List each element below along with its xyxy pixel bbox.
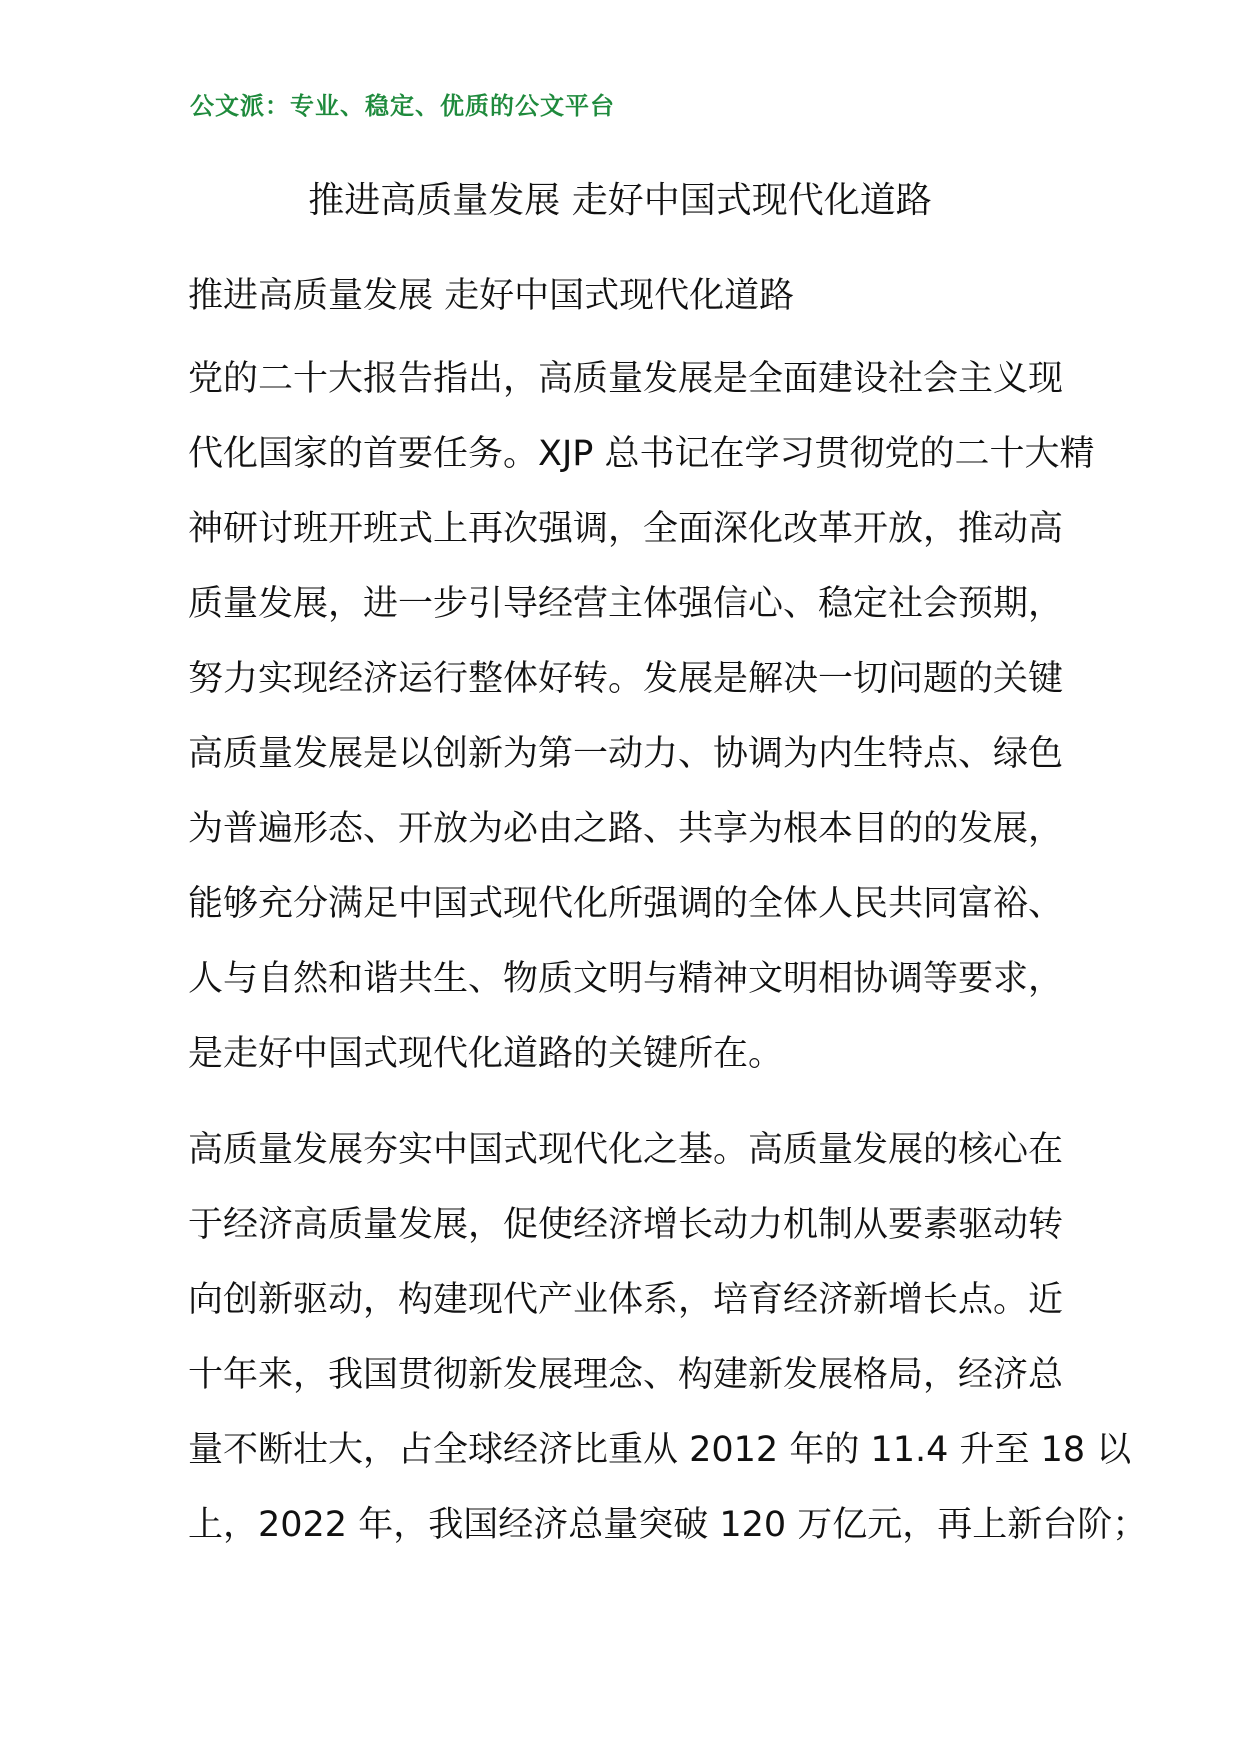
paragraph-line: 是走好中国式现代化道路的关键所在。 bbox=[188, 1034, 784, 1074]
paragraph-line: 神研讨班开班式上再次强调，全面深化改革开放，推动高 bbox=[188, 509, 1064, 549]
paragraph-line: 能够充分满足中国式现代化所强调的全体人民共同富裕、 bbox=[188, 884, 1064, 924]
paragraph-line: 十年来，我国贯彻新发展理念、构建新发展格局，经济总 bbox=[188, 1355, 1064, 1395]
paragraph-line: 人与自然和谐共生、物质文明与精神文明相协调等要求， bbox=[188, 959, 1064, 999]
document-title: 推进高质量发展 走好中国式现代化道路 bbox=[308, 180, 932, 221]
paragraph-line: 高质量发展夯实中国式现代化之基。高质量发展的核心在 bbox=[188, 1130, 1064, 1170]
paragraph-line: 代化国家的首要任务。XJP 总书记在学习贯彻党的二十大精 bbox=[188, 434, 1095, 474]
paragraph-line: 努力实现经济运行整体好转。发展是解决一切问题的关键 bbox=[188, 659, 1064, 699]
paragraph-1 bbox=[188, 342, 1095, 1092]
paragraph-2 bbox=[188, 1113, 1147, 1563]
header-brand: 公文派：专业、稳定、优质的公文平台 bbox=[190, 92, 615, 120]
paragraph-line: 于经济高质量发展，促使经济增长动力机制从要素驱动转 bbox=[188, 1205, 1064, 1245]
document-subtitle: 推进高质量发展 走好中国式现代化道路 bbox=[188, 276, 795, 316]
paragraph-line: 为普遍形态、开放为必由之路、共享为根本目的的发展， bbox=[188, 809, 1064, 849]
paragraph-line: 上，2022 年，我国经济总量突破 120 万亿元，再上新台阶； bbox=[188, 1505, 1148, 1545]
paragraph-line: 党的二十大报告指出，高质量发展是全面建设社会主义现 bbox=[188, 359, 1064, 399]
paragraph-line: 向创新驱动，构建现代产业体系，培育经济新增长点。近 bbox=[188, 1280, 1064, 1320]
paragraph-line: 量不断壮大，占全球经济比重从 2012 年的 11.4 升至 18 以 bbox=[188, 1430, 1132, 1470]
paragraph-line: 质量发展，进一步引导经营主体强信心、稳定社会预期， bbox=[188, 584, 1064, 624]
paragraph-line: 高质量发展是以创新为第一动力、协调为内生特点、绿色 bbox=[188, 734, 1064, 774]
